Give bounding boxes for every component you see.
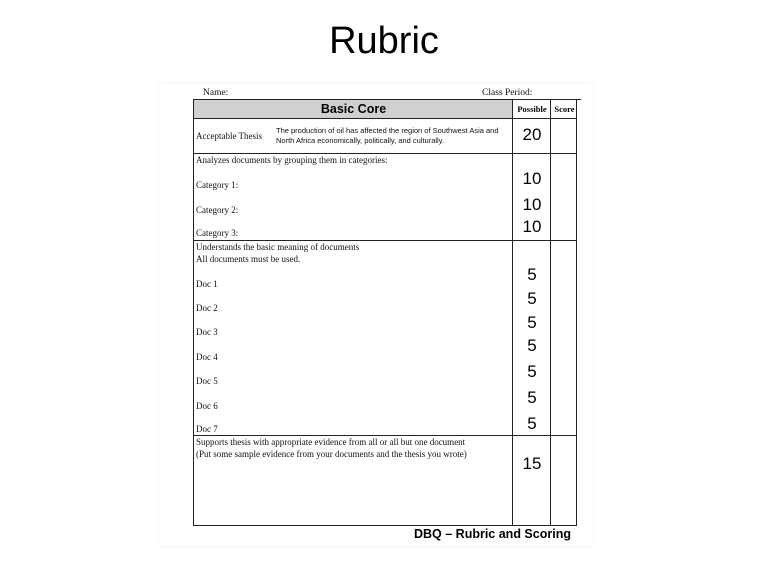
- category-label: Category 1:: [196, 180, 239, 190]
- category-points: 10: [522, 195, 542, 214]
- categories-score-cell[interactable]: [551, 154, 577, 240]
- doc-points: 5: [527, 362, 537, 381]
- row-divider: [194, 153, 576, 154]
- category-label: Category 2:: [196, 205, 239, 215]
- doc-label: Doc 6: [196, 401, 218, 411]
- rubric-table: [193, 99, 577, 526]
- row-divider: [194, 240, 576, 241]
- doc-label: Doc 2: [196, 303, 218, 313]
- slide-title: Rubric: [329, 20, 439, 62]
- name-label: Name:: [203, 88, 229, 98]
- doc-label: Doc 1: [196, 279, 218, 289]
- doc-points: 5: [527, 336, 537, 355]
- category-label: Category 3:: [196, 228, 239, 238]
- doc-points: 5: [527, 414, 537, 433]
- category-points: 10: [522, 217, 542, 236]
- doc-points: 5: [527, 313, 537, 332]
- thesis-score-cell[interactable]: [551, 119, 577, 153]
- category-points: 10: [522, 169, 542, 188]
- class-period-label: Class Period:: [482, 88, 533, 98]
- documents-heading: Understands the basic meaning of documents: [196, 242, 360, 252]
- possible-column-header: Possible: [517, 104, 547, 114]
- score-column-header: Score: [554, 104, 575, 114]
- evidence-subheading: (Put some sample evidence from your documents and the thesis you wrote): [196, 449, 467, 459]
- doc-points: 5: [527, 265, 537, 284]
- row-divider: [194, 435, 576, 436]
- rubric-page: [159, 84, 593, 546]
- doc-label: Doc 3: [196, 327, 218, 337]
- doc-label: Doc 5: [196, 376, 218, 386]
- documents-subheading: All documents must be used.: [196, 254, 301, 264]
- footer-caption: DBQ – Rubric and Scoring: [414, 527, 571, 541]
- categories-heading: Analyzes documents by grouping them in categories:: [196, 155, 388, 165]
- thesis-text: The production of oil has affected the region of Southwest Asia and North Africa economically, politically, and culturally.: [276, 126, 499, 145]
- thesis-points: 20: [522, 125, 542, 144]
- documents-score-cell[interactable]: [551, 241, 577, 435]
- core-title: Basic Core: [320, 102, 387, 116]
- row-divider: [194, 118, 576, 119]
- doc-label: Doc 4: [196, 352, 218, 362]
- evidence-score-cell[interactable]: [551, 436, 577, 525]
- evidence-points: 15: [522, 454, 542, 473]
- doc-points: 5: [527, 289, 537, 308]
- thesis-label: Acceptable Thesis: [196, 131, 263, 141]
- evidence-heading: Supports thesis with appropriate evidence from all or all but one document: [196, 437, 466, 447]
- doc-points: 5: [527, 388, 537, 407]
- doc-label: Doc 7: [196, 424, 218, 434]
